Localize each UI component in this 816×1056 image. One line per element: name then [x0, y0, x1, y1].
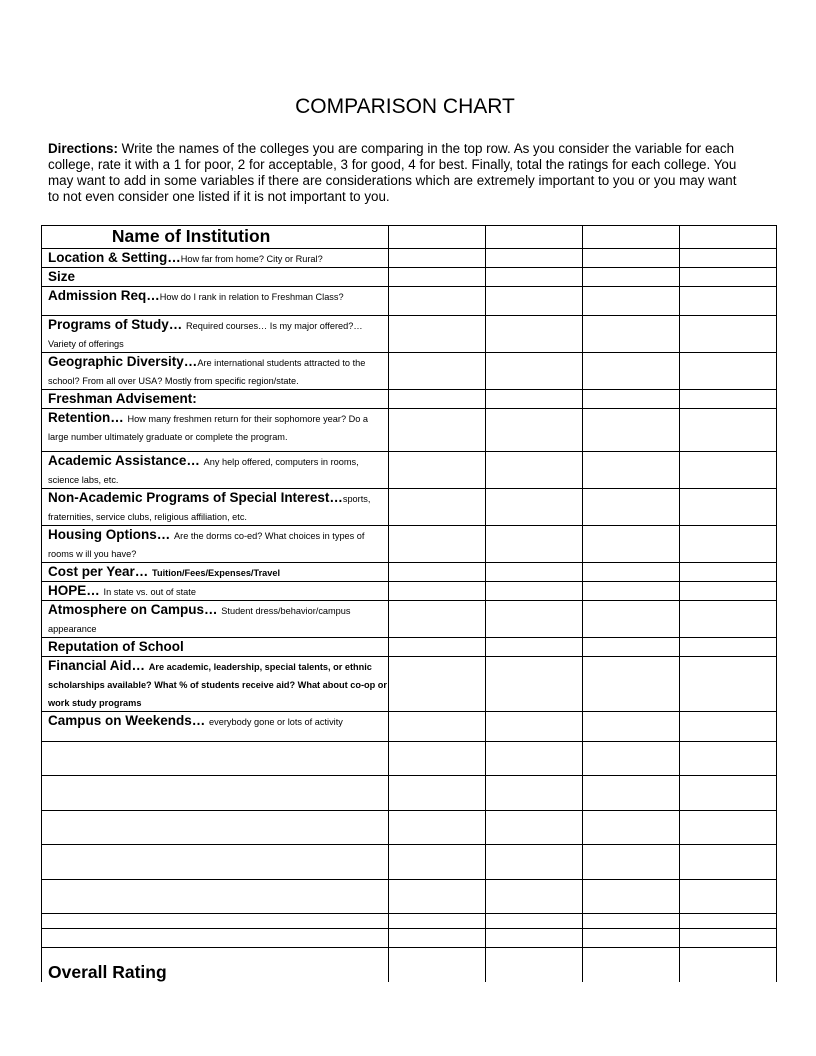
- custom-variable-cell[interactable]: [42, 913, 389, 947]
- criteria-row: [42, 452, 777, 489]
- rating-cell[interactable]: [583, 526, 680, 563]
- rating-cell[interactable]: [389, 776, 486, 810]
- criteria-label: Housing Options…: [48, 527, 174, 542]
- rating-cell[interactable]: [680, 742, 777, 776]
- criteria-row: [42, 390, 777, 409]
- rating-cell[interactable]: [389, 526, 486, 563]
- overall-rating-cell[interactable]: [389, 948, 486, 983]
- criteria-row: [42, 638, 777, 657]
- rating-cell[interactable]: [389, 249, 486, 268]
- criteria-cell: [42, 287, 389, 316]
- rating-cell[interactable]: [486, 409, 583, 452]
- criteria-row: [42, 489, 777, 526]
- criteria-note: How do I rank in relation to Freshman Class?: [159, 292, 344, 302]
- criteria-row: [42, 409, 777, 452]
- criteria-cell: [42, 657, 389, 712]
- rating-cell[interactable]: [680, 810, 777, 844]
- custom-variable-cell[interactable]: [42, 810, 389, 844]
- criteria-cell: [42, 353, 389, 390]
- criteria-cell: [42, 249, 389, 268]
- rating-cell[interactable]: [389, 657, 486, 712]
- rating-cell[interactable]: [583, 316, 680, 353]
- criteria-label: Location & Setting…: [48, 250, 181, 265]
- overall-rating-label: Overall Rating: [42, 948, 389, 983]
- criteria-label: Campus on Weekends…: [48, 713, 210, 728]
- overall-rating-cell[interactable]: [486, 948, 583, 983]
- criteria-row: [42, 287, 777, 316]
- rating-cell[interactable]: [680, 353, 777, 390]
- rating-cell[interactable]: [486, 287, 583, 316]
- rating-cell[interactable]: [486, 316, 583, 353]
- criteria-cell: [42, 582, 389, 601]
- criteria-row: [42, 582, 777, 601]
- rating-cell[interactable]: [486, 582, 583, 601]
- criteria-label: Programs of Study…: [48, 317, 187, 332]
- rating-cell[interactable]: [583, 657, 680, 712]
- rating-cell[interactable]: [583, 353, 680, 390]
- custom-variable-row: [42, 776, 777, 810]
- criteria-note: In state vs. out of state: [103, 587, 196, 597]
- rating-cell[interactable]: [680, 268, 777, 287]
- custom-variable-cell[interactable]: [42, 845, 389, 879]
- criteria-label: Reputation of School: [48, 639, 184, 654]
- rating-cell[interactable]: [583, 638, 680, 657]
- criteria-cell: [42, 390, 389, 409]
- overall-rating-row: [42, 948, 777, 983]
- criteria-label: Financial Aid…: [48, 658, 149, 673]
- rating-cell[interactable]: [486, 879, 583, 913]
- custom-variable-cell[interactable]: [42, 742, 389, 776]
- rating-cell[interactable]: [486, 638, 583, 657]
- institution-name-cell-2[interactable]: [486, 226, 583, 249]
- criteria-note: sports, fraternities, service clubs, religious affiliation, etc.: [48, 494, 371, 522]
- header-row: [42, 226, 777, 249]
- criteria-cell: [42, 452, 389, 489]
- rating-cell[interactable]: [583, 742, 680, 776]
- rating-cell[interactable]: [486, 657, 583, 712]
- rating-cell[interactable]: [486, 526, 583, 563]
- rating-cell[interactable]: [583, 563, 680, 582]
- rating-cell[interactable]: [583, 249, 680, 268]
- criteria-note: everybody gone or lots of activity: [209, 717, 343, 727]
- rating-cell[interactable]: [680, 712, 777, 742]
- institution-name-cell-4[interactable]: [680, 226, 777, 249]
- directions-text: Write the names of the colleges you are comparing in the top row. As you consider the variable for each college, rate it with a 1 for poor, 2 for acceptable, 3 for good, 4 for best. Finally, total the ratings for each college. You may want to add in some variables if there are considerations which are extremely important to you or you may want to not even consider one listed if it is not important to you.: [48, 141, 737, 204]
- rating-cell[interactable]: [680, 776, 777, 810]
- criteria-cell: [42, 268, 389, 287]
- page-title: COMPARISON CHART: [295, 95, 515, 118]
- custom-variable-cell[interactable]: [42, 879, 389, 913]
- criteria-row: [42, 249, 777, 268]
- rating-cell[interactable]: [389, 268, 486, 287]
- rating-cell[interactable]: [680, 845, 777, 879]
- rating-cell[interactable]: [583, 268, 680, 287]
- rating-cell[interactable]: [389, 582, 486, 601]
- criteria-note: Are the dorms co-ed? What choices in types of rooms w ill you have?: [48, 531, 365, 559]
- criteria-cell: [42, 489, 389, 526]
- criteria-label: Atmosphere on Campus…: [48, 602, 222, 617]
- criteria-cell: [42, 526, 389, 563]
- rating-cell[interactable]: [680, 913, 777, 947]
- custom-variable-cell[interactable]: [42, 776, 389, 810]
- custom-variable-row: [42, 810, 777, 844]
- criteria-row: [42, 657, 777, 712]
- rating-cell[interactable]: [486, 452, 583, 489]
- rating-cell[interactable]: [486, 489, 583, 526]
- directions-label: Directions:: [48, 141, 118, 156]
- rating-cell[interactable]: [583, 489, 680, 526]
- rating-cell[interactable]: [389, 845, 486, 879]
- criteria-row: [42, 353, 777, 390]
- institution-name-cell-1[interactable]: [389, 226, 486, 249]
- rating-cell[interactable]: [389, 409, 486, 452]
- criteria-row: [42, 712, 777, 742]
- rating-cell[interactable]: [680, 452, 777, 489]
- rating-cell[interactable]: [389, 316, 486, 353]
- custom-variable-row: [42, 913, 777, 947]
- rating-cell[interactable]: [389, 353, 486, 390]
- rating-cell[interactable]: [680, 489, 777, 526]
- rating-cell[interactable]: [486, 845, 583, 879]
- comparison-table: [41, 225, 777, 982]
- rating-cell[interactable]: [389, 601, 486, 638]
- criteria-row: [42, 316, 777, 353]
- criteria-note: Tuition/Fees/Expenses/Travel: [152, 568, 281, 578]
- rating-cell[interactable]: [583, 879, 680, 913]
- criteria-note: How far from home? City or Rural?: [180, 254, 323, 264]
- rating-cell[interactable]: [583, 601, 680, 638]
- criteria-cell: [42, 601, 389, 638]
- criteria-note: Are academic, leadership, special talents, or ethnic scholarships available? What % of students receive aid? What about co-op or work study programs: [48, 662, 387, 708]
- rating-cell[interactable]: [680, 879, 777, 913]
- criteria-note: Student dress/behavior/campus appearance: [48, 606, 351, 634]
- rating-cell[interactable]: [389, 913, 486, 947]
- criteria-label: Academic Assistance…: [48, 453, 204, 468]
- rating-cell[interactable]: [486, 742, 583, 776]
- rating-cell[interactable]: [389, 452, 486, 489]
- criteria-label: Retention…: [48, 410, 128, 425]
- rating-cell[interactable]: [486, 268, 583, 287]
- rating-cell[interactable]: [583, 287, 680, 316]
- rating-cell[interactable]: [389, 287, 486, 316]
- rating-cell[interactable]: [486, 601, 583, 638]
- criteria-note: How many freshmen return for their sophomore year? Do a large number ultimately graduate or complete the program.: [48, 414, 369, 442]
- custom-variable-row: [42, 742, 777, 776]
- rating-cell[interactable]: [486, 353, 583, 390]
- rating-cell[interactable]: [486, 563, 583, 582]
- rating-cell[interactable]: [680, 409, 777, 452]
- rating-cell[interactable]: [680, 390, 777, 409]
- rating-cell[interactable]: [583, 390, 680, 409]
- rating-cell[interactable]: [486, 810, 583, 844]
- rating-cell[interactable]: [680, 563, 777, 582]
- rating-cell[interactable]: [389, 390, 486, 409]
- custom-variable-row: [42, 879, 777, 913]
- rating-cell[interactable]: [486, 712, 583, 742]
- criteria-label: Geographic Diversity…: [48, 354, 198, 369]
- overall-rating-cell[interactable]: [583, 948, 680, 983]
- rating-cell[interactable]: [583, 913, 680, 947]
- rating-cell[interactable]: [583, 845, 680, 879]
- criteria-note: Any help offered, computers in rooms, science labs, etc.: [48, 457, 359, 485]
- rating-cell[interactable]: [583, 776, 680, 810]
- criteria-note: Required courses… Is my major offered?…Variety of offerings: [48, 321, 363, 349]
- rating-cell[interactable]: [680, 601, 777, 638]
- rating-cell[interactable]: [583, 409, 680, 452]
- criteria-cell: [42, 638, 389, 657]
- rating-cell[interactable]: [680, 582, 777, 601]
- rating-cell[interactable]: [583, 452, 680, 489]
- bottom-rule: [41, 928, 777, 929]
- criteria-label: Non-Academic Programs of Special Interest…: [48, 490, 343, 505]
- rating-cell[interactable]: [389, 879, 486, 913]
- criteria-label: HOPE…: [48, 583, 104, 598]
- rating-cell[interactable]: [389, 742, 486, 776]
- rating-cell[interactable]: [389, 810, 486, 844]
- criteria-row: [42, 563, 777, 582]
- rating-cell[interactable]: [389, 489, 486, 526]
- rating-cell[interactable]: [680, 287, 777, 316]
- rating-cell[interactable]: [680, 526, 777, 563]
- criteria-cell: [42, 563, 389, 582]
- custom-variable-row: [42, 845, 777, 879]
- rating-cell[interactable]: [583, 712, 680, 742]
- rating-cell[interactable]: [486, 249, 583, 268]
- rating-cell[interactable]: [680, 249, 777, 268]
- criteria-label: Freshman Advisement:: [48, 391, 197, 406]
- rating-cell[interactable]: [486, 776, 583, 810]
- criteria-label: Cost per Year…: [48, 564, 153, 579]
- rating-cell[interactable]: [389, 712, 486, 742]
- rating-cell[interactable]: [486, 390, 583, 409]
- rating-cell[interactable]: [389, 563, 486, 582]
- rating-cell[interactable]: [583, 582, 680, 601]
- criteria-row: [42, 268, 777, 287]
- criteria-label: Size: [48, 269, 76, 284]
- rating-cell[interactable]: [583, 810, 680, 844]
- header-label: Name of Institution: [42, 226, 389, 249]
- criteria-note: Are international students attracted to the school? From all over USA? Mostly from specific region/state.: [48, 358, 366, 386]
- rating-cell[interactable]: [486, 913, 583, 947]
- criteria-cell: [42, 409, 389, 452]
- rating-cell[interactable]: [389, 638, 486, 657]
- criteria-cell: [42, 316, 389, 353]
- overall-rating-cell[interactable]: [680, 948, 777, 983]
- rating-cell[interactable]: [680, 657, 777, 712]
- criteria-cell: [42, 712, 389, 742]
- criteria-row: [42, 601, 777, 638]
- institution-name-cell-3[interactable]: [583, 226, 680, 249]
- criteria-row: [42, 526, 777, 563]
- rating-cell[interactable]: [680, 638, 777, 657]
- criteria-label: Admission Req…: [48, 288, 160, 303]
- rating-cell[interactable]: [680, 316, 777, 353]
- directions: [48, 141, 748, 205]
